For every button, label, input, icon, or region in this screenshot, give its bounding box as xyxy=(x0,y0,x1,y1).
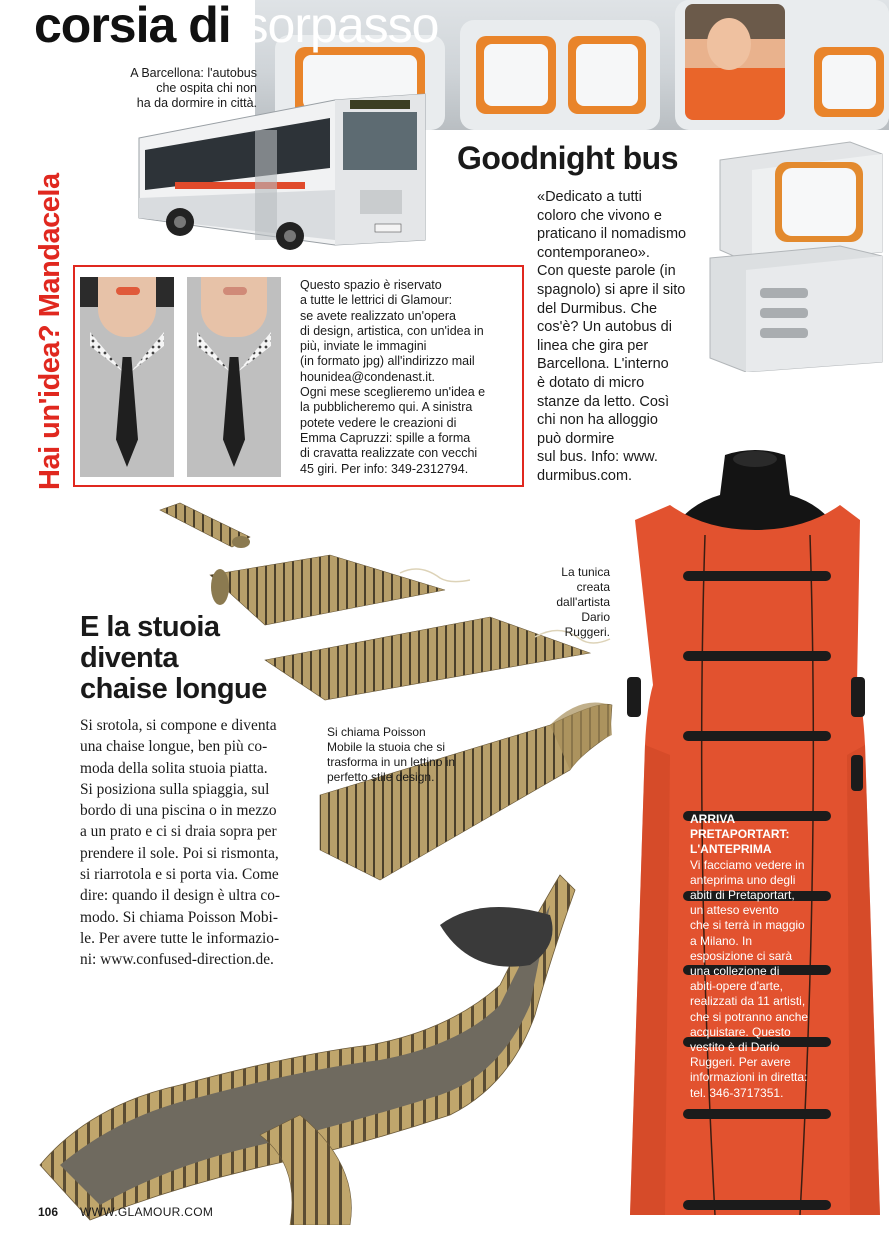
tie-photo-right xyxy=(187,277,281,477)
stuoia-title: E la stuoia diventa chaise longue xyxy=(80,611,267,705)
stuoia-body: Si srotola, si compone e diventa una chaise longue, ben più co- moda della solita stuoia piatta. Si posiziona sulla spiaggia, sul bordo di una piscina o in mezzo a un prato e ci si draia sopra per prendere il sole. Poi si rismonta, si riarrotola e si porta via. Come dire: quando il design è ultra co- modo. Si chiama Poisson Mobi- le. Per avere tutte le informazio- ni: www.confused-direction.de. xyxy=(80,717,281,969)
pretaportart-box: ARRIVA PRETAPORTART: L'ANTEPRIMA Vi facciamo vedere in anteprima uno degli abiti di Pretaportart, un atteso evento che si terrà in maggio a Milano. In esposizione ci sarà una collezione di abiti-opere d'arte, realizzati da 11 artisti, che si potranno anche acquistare. Questo vestito è di Dario Ruggeri. Per avere informazioni in diretta: tel. 346-3717351. xyxy=(690,812,809,1100)
sleeping-pods-photo xyxy=(700,140,885,372)
goodnight-title: Goodnight bus xyxy=(457,140,678,176)
idea-text: Questo spazio è riservato a tutte le lettrici di Glamour: se avete realizzato un'opera di design, artistica, con un'idea in più, inviate le immagini (in formato jpg) all'indirizzo mail hounidea@condenast.it. Ogni mese sceglieremo un'idea e la pubblicheremo qui. A sinistra potete vedere le creazioni di Emma Capruzzi: spille a forma di cravatta realizzate con vecchi 45 giri. Per info: 349-2312794. xyxy=(300,278,486,476)
tunica-caption: La tunica creata dall'artista Dario Ruggeri. xyxy=(556,565,610,639)
site-url[interactable]: WWW.GLAMOUR.COM xyxy=(80,1205,214,1219)
woman-photo xyxy=(685,4,785,120)
bus-photo xyxy=(135,90,435,250)
bus-caption: A Barcellona: l'autobus che ospita chi non ha da dormire in città. xyxy=(130,66,257,110)
tie-photo-left xyxy=(80,277,174,477)
goodnight-text: «Dedicato a tutti coloro che vivono e praticano il nomadismo contemporaneo». Con queste parole (in spagnolo) si apre il sito del Durmibus. Che cos'è? Un autobus di linea che gira per Barcellona. L'interno è dotato di micro stanze da letto. Così chi non ha alloggio può dormire sul bus. Info: www. durmibus.com. xyxy=(537,189,687,484)
page-number: 106 xyxy=(38,1205,59,1219)
poisson-caption: Si chiama Poisson Mobile la stuoia che si trasforma in un lettino in perfetto stile design. xyxy=(327,725,456,784)
page-title: corsia di sorpasso xyxy=(34,0,439,53)
